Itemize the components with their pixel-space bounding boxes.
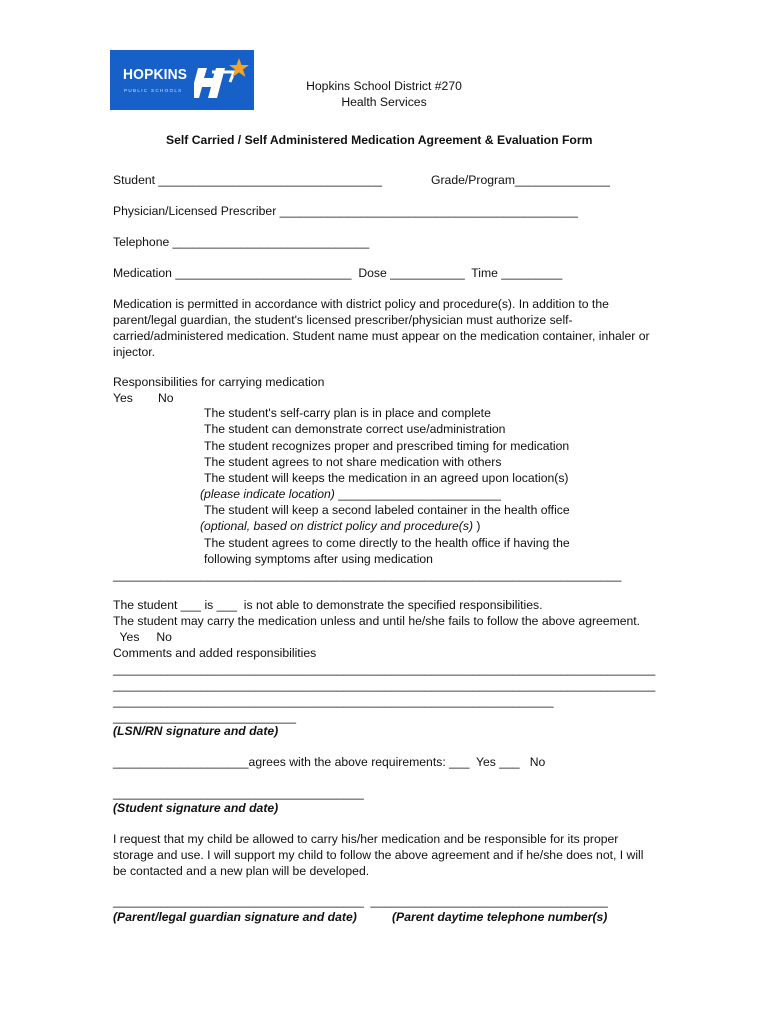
yes-column-label: Yes	[113, 391, 133, 405]
optional-close: )	[476, 519, 481, 533]
responsibility-item: The student's self-carry plan is in place and complete	[204, 406, 491, 420]
logo-name: HOPKINS	[123, 66, 188, 83]
district-name: Hopkins School District #270	[306, 79, 462, 93]
telephone-field[interactable]: Telephone _____________________________	[113, 235, 370, 249]
agreement-line: The student may carry the medication unless and until he/she fails to follow the above agreement.	[113, 614, 641, 628]
no-column-label: No	[158, 391, 174, 405]
physician-field[interactable]: Physician/Licensed Prescriber ____________________________________________	[113, 204, 578, 218]
symptoms-blank[interactable]: ___________________________________________________________________________	[113, 568, 622, 582]
student-field[interactable]: Student _________________________________	[113, 173, 383, 187]
evaluation-line[interactable]: The student ___ is ___ is not able to demonstrate the specified responsibilities.	[113, 598, 543, 612]
medication-dose-time-field[interactable]: Medication __________________________ Dose ___________ Time _________	[113, 266, 563, 280]
form-title: Self Carried / Self Administered Medication Agreement & Evaluation Form	[166, 133, 593, 147]
comments-label: Comments and added responsibilities	[113, 646, 317, 660]
policy-paragraph: Medication is permitted in accordance with district policy and procedure(s). In addition to the parent/legal guardian, the student's licensed prescriber/physician must authorize self-carried/administered medication. Student name must appear on the medication container, inhaler or injector.	[113, 297, 650, 359]
responsibility-item: following symptoms after using medication	[204, 552, 433, 566]
department-name: Health Services	[341, 95, 427, 109]
responsibilities-heading: Responsibilities for carrying medication	[113, 375, 325, 389]
comments-blank[interactable]: ________________________________________________________________________________	[113, 678, 656, 692]
optional-note-line	[200, 518, 480, 534]
location-note: (please indicate location)	[200, 487, 335, 501]
comments-blank[interactable]: _________________________________________________________________	[113, 694, 554, 708]
student-signature-line[interactable]: _____________________________________	[113, 786, 364, 800]
responsibility-item: The student can demonstrate correct use/administration	[204, 422, 506, 436]
location-line[interactable]	[200, 486, 501, 502]
student-signature-label: (Student signature and date)	[113, 801, 279, 815]
responsibility-item: The student agrees to come directly to the health office if having the	[204, 536, 570, 550]
parent-phone-label: (Parent daytime telephone number(s)	[392, 910, 608, 924]
district-logo	[110, 50, 254, 110]
optional-note: (optional, based on district policy and procedure(s)	[200, 519, 477, 533]
grade-program-field[interactable]: Grade/Program______________	[431, 173, 610, 187]
comments-blank[interactable]: ________________________________________________________________________________	[113, 662, 656, 676]
logo-mark-icon	[194, 56, 252, 104]
logo-tagline: PUBLIC SCHOOLS	[124, 88, 183, 93]
parent-signature-label: (Parent/legal guardian signature and date)	[113, 910, 357, 924]
yes-no-options[interactable]: Yes No	[113, 630, 172, 644]
responsibility-item: The student recognizes proper and prescribed timing for medication	[204, 439, 570, 453]
responsibility-item: The student agrees to not share medication with others	[204, 455, 502, 469]
location-blank[interactable]: ________________________	[334, 487, 501, 501]
lsn-signature-label: (LSN/RN signature and date)	[113, 724, 279, 738]
lsn-signature-line[interactable]: ___________________________	[113, 710, 297, 724]
student-agreement-line[interactable]: ____________________agrees with the above requirements: ___ Yes ___ No	[113, 755, 546, 769]
responsibility-item: The student will keeps the medication in an agreed upon location(s)	[204, 471, 569, 485]
responsibility-item: The student will keep a second labeled container in the health office	[204, 503, 570, 517]
parent-signature-lines[interactable]: _____________________________________ ___________________________________	[113, 894, 608, 908]
parent-request-paragraph: I request that my child be allowed to carry his/her medication and be responsible for its proper storage and use. I will support my child to follow the above agreement and if he/she does not, I will be contacted and a new plan will be developed.	[113, 832, 644, 878]
